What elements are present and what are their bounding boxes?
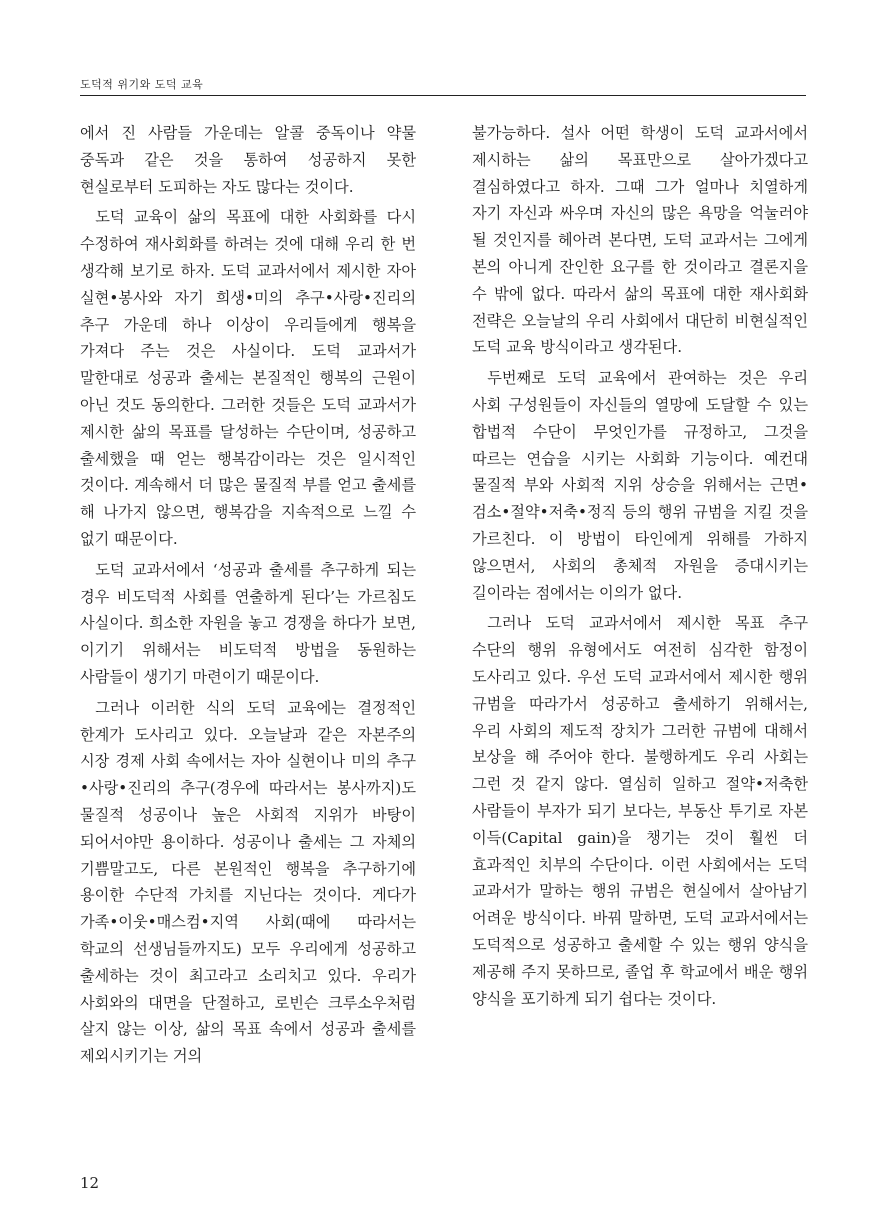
header-rule	[80, 95, 806, 96]
left-text-column	[80, 120, 416, 1074]
right-paragraph-1: 불가능하다. 설사 어떤 학생이 도덕 교과서에서 제시하는 삶의 목표만으로 살아가겠다고 결심하였다고 하자. 그때 그가 얼마나 치열하게 자기 자신과 싸우며 자신의 많은 욕망을 억눌러야 될 것인지를 헤아려 본다면, 도덕 교과서는 그에게 본의 아니게 잔인한 요구를 한 것이라고 결론지을 수 밖에 없다. 따라서 삶의 목표에 대한 재사회화 전략은 오늘날의 우리 사회에서 대단히 비현실적인 도덕 교육 방식이라고 생각된다.	[472, 124, 808, 357]
left-paragraph-3: 도덕 교과서에서 ‘성공과 출세를 추구하게 되는 경우 비도덕적 사회를 연출하게 된다’는 가르침도 사실이다. 희소한 자원을 놓고 경쟁을 하다가 보면, 이기기 위해서는 비도덕적 방법을 동원하는 사람들이 생기기 마련이기 때문이다.	[80, 560, 416, 686]
right-paragraph-2: 두번째로 도덕 교육에서 관여하는 것은 우리 사회 구성원들이 자신들의 열망에 도달할 수 있는 합법적 수단이 무엇인가를 규정하고, 그것을 따르는 연습을 시키는 사회화 기능이다. 예컨대 물질적 부와 사회적 지위 상승을 위해서는 근면•검소•절약•저축•정직 등의 행위 규범을 지킬 것을 가르친다. 이 방법이 타인에게 위해를 가하지 않으면서, 사회의 총체적 자원을 증대시키는 길이라는 점에서는 이의가 없다.	[472, 369, 808, 602]
left-paragraph-1: 에서 진 사람들 가운데는 알콜 중독이나 약물 중독과 같은 것을 통하여 성공하지 못한 현실로부터 도피하는 자도 많다는 것이다.	[80, 124, 416, 196]
right-text-column	[472, 120, 808, 1016]
running-head-title: 도덕적 위기와 도덕 교육	[80, 78, 204, 91]
right-paragraph-3: 그러나 도덕 교과서에서 제시한 목표 추구 수단의 행위 유형에서도 여전히 심각한 함정이 도사리고 있다. 우선 도덕 교과서에서 제시한 행위 규범을 따라가서 성공하고 출세하기 위해서는, 우리 사회의 제도적 장치가 그러한 규범에 대해서 보상을 해 주어야 한다. 불행하게도 우리 사회는 그런 것 같지 않다. 열심히 일하고 절약•저축한 사람들이 부자가 되기 보다는, 부동산 투기로 자본 이득(Capital gain)을 챙기는 것이 훨씬 더 효과적인 치부의 수단이다. 이런 사회에서는 도덕 교과서가 말하는 행위 규범은 현실에서 살아남기 어려운 방식이다. 바꿔 말하면, 도덕 교과서에서는 도덕적으로 성공하고 출세할 수 있는 행위 양식을 제공해 주지 못하므로, 졸업 후 학교에서 배운 행위 양식을 포기하게 되기 쉽다는 것이다.	[472, 614, 808, 1008]
left-paragraph-4: 그러나 이러한 식의 도덕 교육에는 결정적인 한계가 도사리고 있다. 오늘날과 같은 자본주의 시장 경제 사회 속에서는 자아 실현이나 미의 추구•사랑•진리의 추구(경우에 따라서는 봉사까지)도 물질적 성공이나 높은 사회적 지위가 바탕이 되어서야만 용이하다. 성공이나 출세는 그 자체의 기쁨말고도, 다른 본원적인 행복을 추구하기에 용이한 수단적 가치를 지닌다는 것이다. 게다가 가족•이웃•매스컴•지역 사회(때에 따라서는 학교의 선생님들까지도) 모두 우리에게 성공하고 출세하는 것이 최고라고 소리치고 있다. 우리가 사회와의 대면을 단절하고, 로빈슨 크루소우처럼 살지 않는 이상, 삶의 목표 속에서 성공과 출세를 제외시키기는 거의	[80, 698, 416, 1066]
page-number: 12	[80, 1174, 100, 1192]
left-paragraph-2: 도덕 교육이 삶의 목표에 대한 사회화를 다시 수정하여 재사회화를 하려는 것에 대해 우리 한 번 생각해 보기로 하자. 도덕 교과서에서 제시한 자아 실현•봉사와 자기 희생•미의 추구•사랑•진리의 추구 가운데 하나 이상이 우리들에게 행복을 가져다 주는 것은 사실이다. 도덕 교과서가 말한대로 성공과 출세는 본질적인 행복의 근원이 아닌 것도 동의한다. 그러한 것들은 도덕 교과서가 제시한 삶의 목표를 달성하는 수단이며, 성공하고 출세했을 때 얻는 행복감이라는 것은 일시적인 것이다. 계속해서 더 많은 물질적 부를 얻고 출세를 해 나가지 않으면, 행복감을 지속적으로 느낄 수 없기 때문이다.	[80, 208, 416, 548]
